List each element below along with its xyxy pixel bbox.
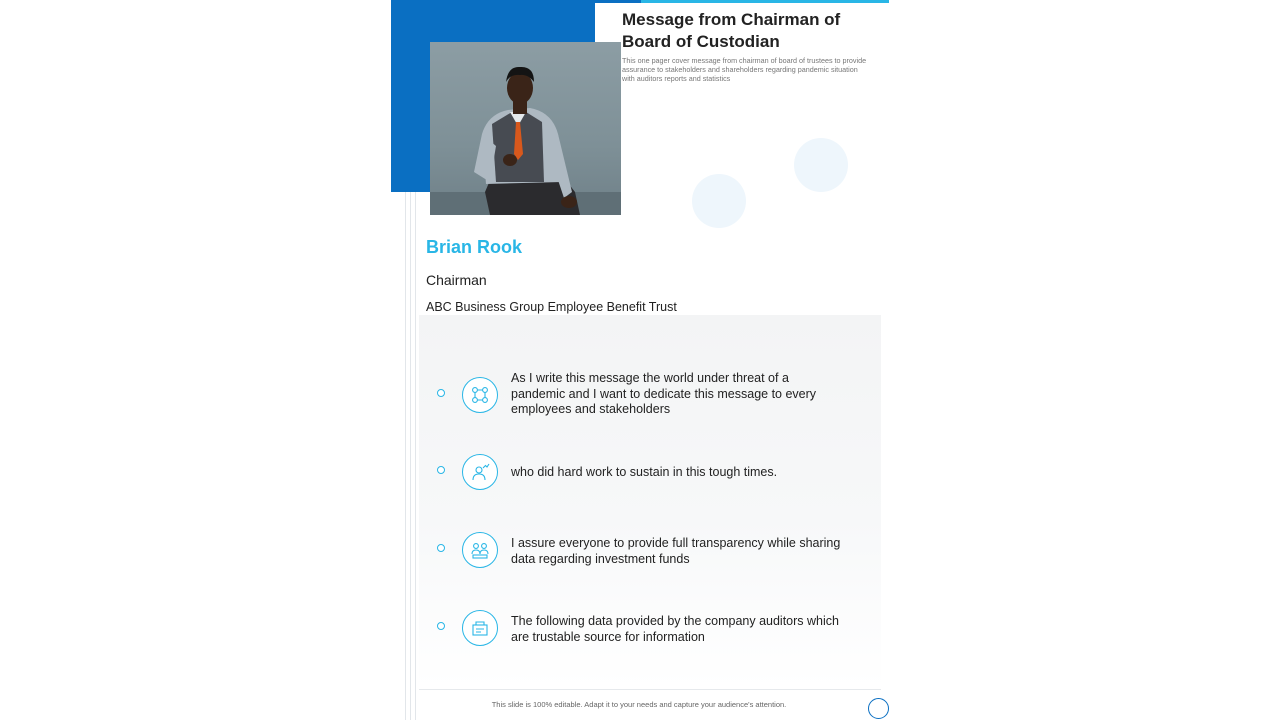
message-item: [419, 443, 881, 503]
message-text: who did hard work to sustain in this tough times.: [511, 465, 778, 479]
investment-funds-icon: [462, 532, 498, 568]
bullet-dot: [437, 466, 445, 474]
message-text: I assure everyone to provide full transparency while sharing data regarding investment funds: [511, 536, 841, 566]
message-panel: [419, 315, 881, 688]
message-item: [419, 521, 881, 581]
network-icon: [462, 377, 498, 413]
footer-divider: [419, 689, 881, 690]
decor-line: [405, 192, 406, 720]
message-text: The following data provided by the company auditors which are trustable source for information: [511, 614, 839, 644]
page-title: Message from Chairman of Board of Custodian: [622, 10, 841, 51]
employee-growth-icon: [462, 454, 498, 490]
message-text: As I write this message the world under threat of a pandemic and I want to dedicate this message to every employees and stakeholders: [511, 371, 817, 416]
chairman-name: Brian Rook: [426, 237, 523, 257]
page-subtitle: This one pager cover message from chairman of board of trustees to provide assurance to stakeholders and shareholders regarding pandemic situation with auditors reports and statistics: [622, 56, 867, 83]
bullet-dot: [437, 544, 445, 552]
message-item: [419, 599, 881, 659]
decor-circle: [692, 174, 746, 228]
decor-circle: [868, 698, 889, 719]
chairman-role: Chairman: [426, 272, 487, 288]
document-page: [391, 0, 889, 720]
decor-circle: [794, 138, 848, 192]
decor-line: [410, 192, 411, 720]
decor-line: [415, 192, 416, 720]
bullet-dot: [437, 389, 445, 397]
message-item: [419, 365, 881, 425]
top-accent-bar-light: [641, 0, 889, 3]
auditor-report-icon: [462, 610, 498, 646]
organization-name: ABC Business Group Employee Benefit Trust: [426, 300, 677, 314]
footer-note: This slide is 100% editable. Adapt it to your needs and capture your audience's attention.: [491, 700, 787, 709]
chairman-photo: [430, 42, 621, 215]
bullet-dot: [437, 622, 445, 630]
top-accent-bar-dark: [595, 0, 641, 3]
